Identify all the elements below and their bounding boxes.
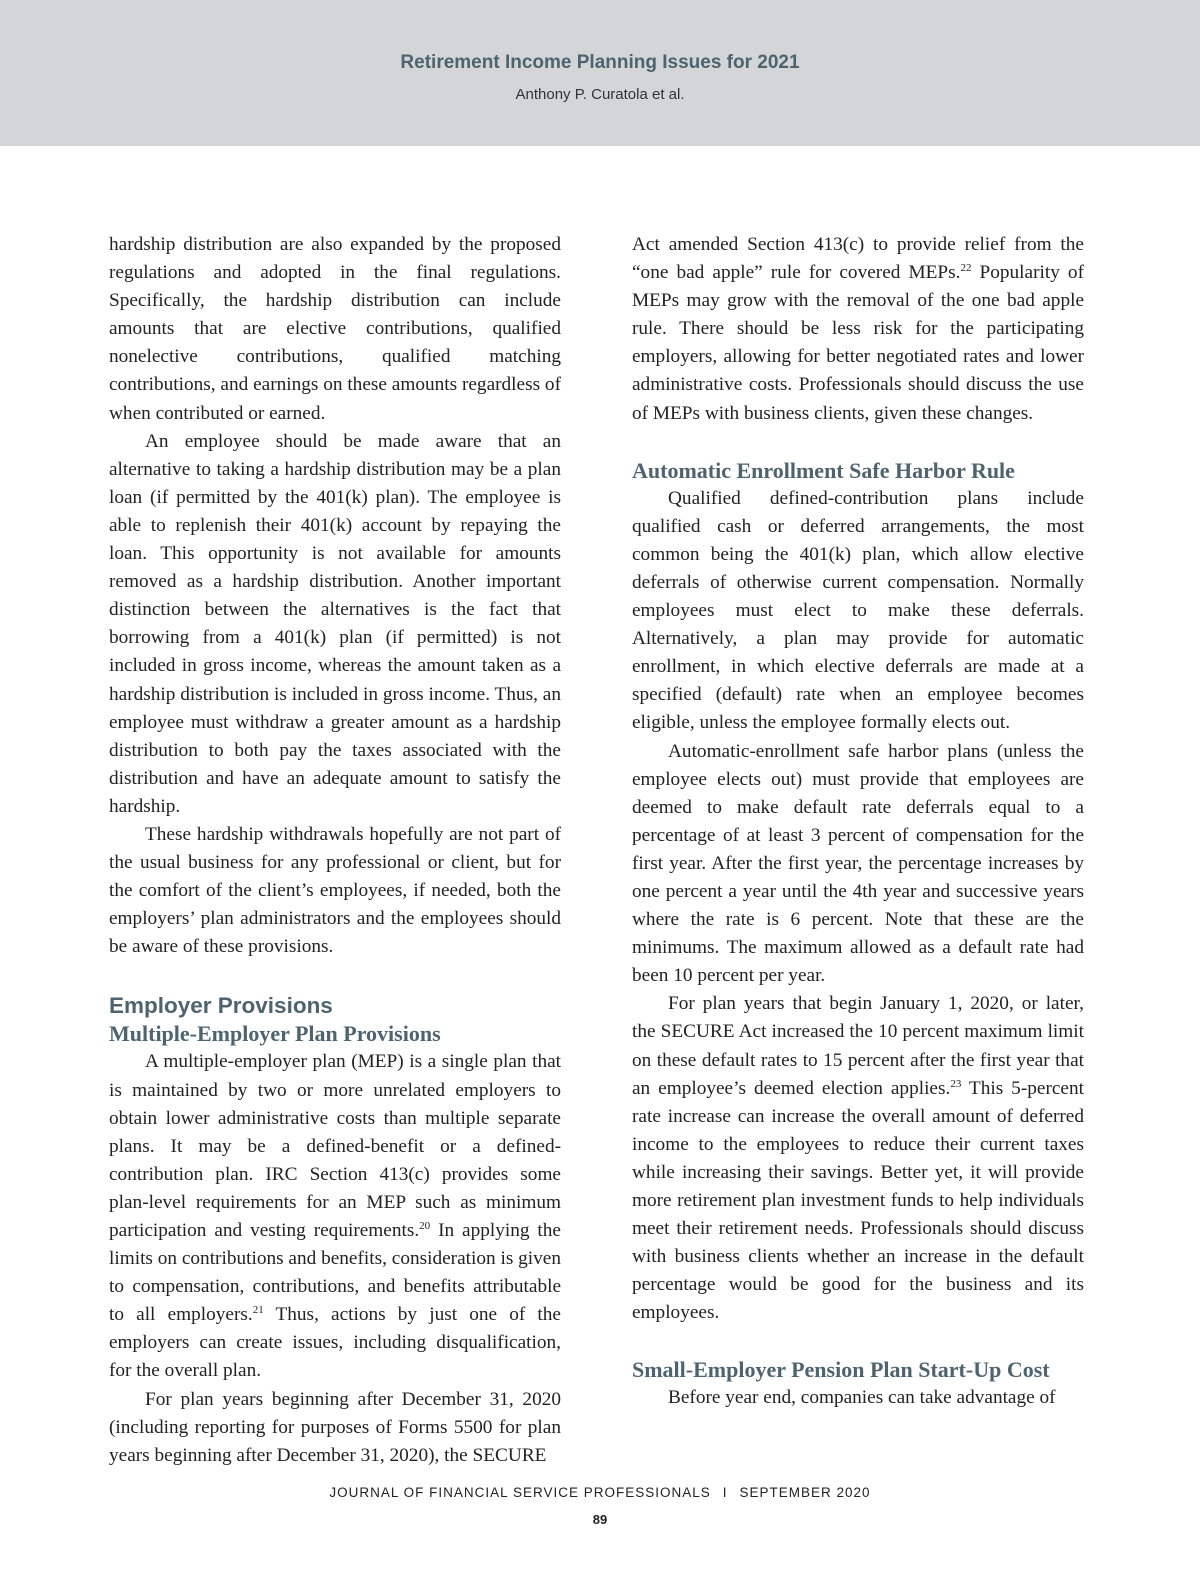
footnote-ref: 20 [419,1220,431,1232]
body-paragraph: hardship distribution are also expanded by the proposed regulations and adopted in the final regulations. Specifically, the hardship distribution can include amounts that are elective contributions, qualified nonelective contributions, qualified matching contributions, and earnings on these amounts regardless of when contributed or earned. [109,234,561,424]
section-heading: Employer Provisions [109,993,333,1019]
body-paragraph: For plan years beginning after December 31, 2020 (including reporting for purposes of Forms 5500 for plan years beginning after December 31, 2020), the SECURE [109,1388,561,1466]
text-run: A multiple-employer plan (MEP) is a single plan that is maintained by two or more unrelated employers to obtain lower administrative costs than multiple separate plans. It may be a defined-benefit or a defined-contribution plan. IRC Section 413(c) provides some plan-level requirements for an MEP such as minimum participation and vesting requirements. [109,1051,561,1241]
body-paragraph: Before year end, companies can take advantage of [668,1387,1056,1409]
footnote-ref: 21 [252,1304,264,1317]
footnote-ref: 23 [950,1077,962,1090]
body-paragraph [632,990,1084,1327]
text-run: Act amended Section 413(c) to provide relief from the “one bad apple” rule for covered MEPs. [632,234,1084,284]
footer-journal-line [0,1485,1200,1500]
text-run: In applying the limits on contributions and benefits, consideration is given to compensation, contributions, and benefits attributable to all employers. [109,1220,561,1326]
subsection-heading: Multiple-Employer Plan Provisions [109,1021,441,1047]
body-paragraph: Qualified defined-contribution plans include qualified cash or deferred arrangements, the most common being the 401(k) plan, which allow elective deferrals of otherwise current compensation. Normally employees must elect to make these deferrals. Alternatively, a plan may provide for automatic enrollment, in which elective deferrals are made at a specified (default) rate when an employee becomes eligible, unless the employee formally elects out. [632,487,1084,734]
footnote-ref: 22 [960,262,972,275]
journal-name: JOURNAL OF FINANCIAL SERVICE PROFESSIONALS [329,1485,711,1500]
body-paragraph: Automatic-enrollment safe harbor plans (unless the employee elects out) must provide that employees are deemed to make default rate deferrals equal to a percentage of at least 3 percent of compensation for the first year. After the first year, the percentage increases by one percent a year until the 4th year and successive years where the rate is 6 percent. Note that these are the minimums. The maximum allowed as a default rate had been 10 percent per year. [632,740,1084,987]
running-authors: Anthony P. Curatola et al. [515,86,685,103]
body-paragraph [109,1048,561,1385]
issue-date: SEPTEMBER 2020 [739,1485,871,1500]
text-run: Popularity of MEPs may grow with the removal of the one bad apple rule. There should be less risk for the participating employers, allowing for better negotiated rates and lower administrative costs. Professionals should discuss the use of MEPs with business clients, given these changes. [632,262,1084,424]
footer-separator: I [722,1485,728,1500]
body-paragraph: These hardship withdrawals hopefully are not part of the usual business for any professional or client, but for the comfort of the client’s employees, if needed, both the employers’ plan administrators and the employees should be aware of these provisions. [109,823,561,958]
text-run: Thus, actions by just one of the employers can create issues, including disqualification, for the overall plan. [109,1304,561,1382]
text-run: This 5-percent rate increase can increase the overall amount of deferred income to the employees to reduce their current taxes while increasing their savings. Better yet, it will provide more retirement plan investment funds to help individuals meet their retirement needs. Professionals should discuss with business clients whether an increase in the default percentage would be good for the business and its employees. [632,1077,1084,1324]
body-paragraph: An employee should be made aware that an alternative to taking a hardship distribution may be a plan loan (if permitted by the 401(k) plan). The employee is able to replenish their 401(k) account by repaying the loan. This opportunity is not available for amounts removed as a hardship distribution. Another important distinction between the alternatives is the fact that borrowing from a 401(k) plan (if permitted) is not included in gross income, whereas the amount taken as a hardship distribution is included in gross income. Thus, an employee must withdraw a greater amount as a hardship distribution to both pay the taxes associated with the distribution and have an adequate amount to satisfy the hardship. [109,430,561,817]
page-number: 89 [592,1512,608,1527]
body-paragraph [632,231,1084,428]
right-column [632,231,1084,1413]
running-title: Retirement Income Planning Issues for 2021 [400,52,800,73]
subsection-heading: Automatic Enrollment Safe Harbor Rule [632,457,1015,483]
left-column [109,231,561,1470]
subsection-heading: Small-Employer Pension Plan Start-Up Cost [632,1357,1050,1383]
text-run: For plan years that begin January 1, 2020, or later, the SECURE Act increased the 10 percent maximum limit on these default rates to 15 percent after the first year that an employee’s deemed election applies. [632,993,1084,1099]
